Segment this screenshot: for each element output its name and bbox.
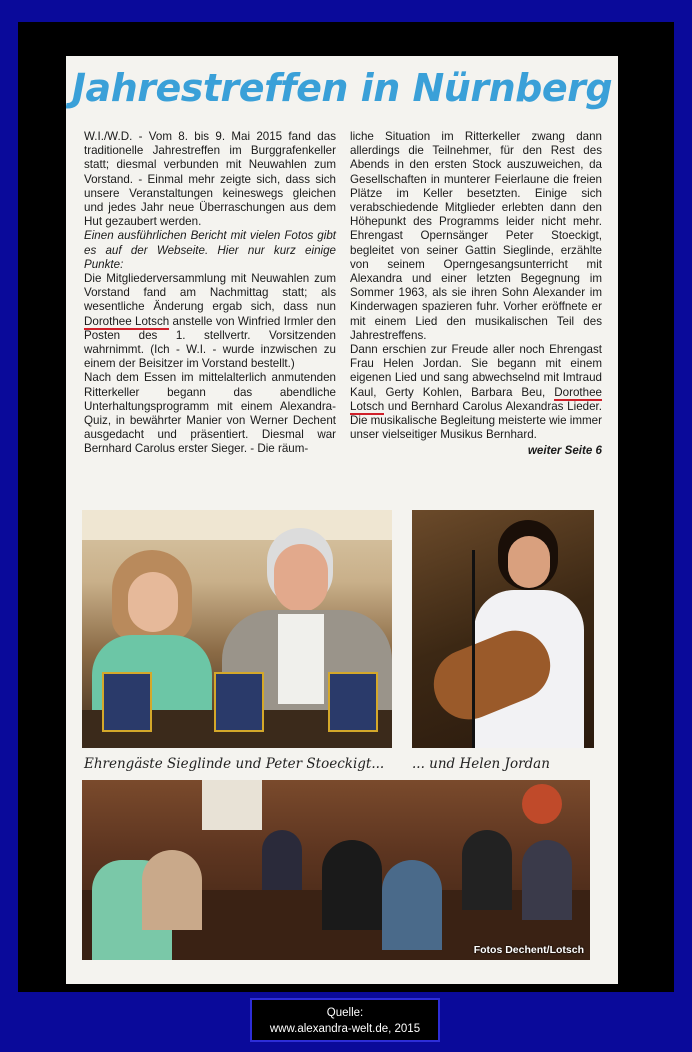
paragraph-italic: Einen ausführlichen Bericht mit vielen Fotos gibt es auf der Webseite. Hier nur kurz einige Punkte: xyxy=(84,229,336,271)
photo-singer xyxy=(412,510,594,748)
guest xyxy=(462,830,512,910)
guest xyxy=(322,840,382,930)
gift-box xyxy=(328,672,378,732)
text: Die Mitgliederversammlung mit Neuwahlen zum Vorstand fand am Nachmittag statt; als wesentliche Änderung ergab sich, dass nun xyxy=(84,272,336,314)
guest xyxy=(262,830,302,890)
paragraph xyxy=(84,272,336,371)
paragraph xyxy=(350,343,602,442)
headline: Jahrestreffen in Nürnberg xyxy=(71,66,613,110)
guest xyxy=(142,850,202,930)
singer-face xyxy=(508,536,550,588)
guest xyxy=(382,860,442,950)
text: anstelle von Winfried Irmler den Posten des 1. stellvertr. Vorsitzenden wahrnimmt. (Ich - W.I. - wurde inzwischen zu einem der Beisitzer im Vorstand bestellt.) xyxy=(84,314,336,371)
paragraph: liche Situation im Ritterkeller zwang dann allerdings die Teilnehmer, für den Rest des Abends in den ersten Stock auszuweichen, da Gesellschaften in munterer Feierlaune die freien Plätze im Keller besetzten. Einige sich verabschiedende Mitglieder erlebten dann den Höhepunkt des Programms leider nicht mehr. Ehrengast Opernsänger Peter Stoeckigt, begleitet von seiner Gattin Sieglinde, erzählte von seinem Operngesangsunterricht mit Alexandra und einer letzten Begegnung im Sommer 1963, als sie ihren Sohn Alexander im Kinderwagen spazieren fuhr. Vorher eröffnete er mit einem Lied den musikalischen Teil des Jahrestreffens. xyxy=(350,130,602,342)
photo-guests-couple xyxy=(82,510,392,748)
newspaper-clipping xyxy=(66,56,618,984)
photo-group-dinner xyxy=(82,780,590,960)
highlighted-name: Dorothee Lotsch xyxy=(84,314,170,328)
photo-credit: Fotos Dechent/Lotsch xyxy=(473,944,584,956)
right-column xyxy=(350,130,602,459)
mic-stand xyxy=(472,550,475,748)
caption-photo-2: ... und Helen Jordan xyxy=(412,756,550,772)
paragraph: W.I./W.D. - Vom 8. bis 9. Mai 2015 fand das traditionelle Jahrestreffen im Burggrafenkeller statt; diesmal verbunden mit Neuwahlen zum Vorstand. - Einmal mehr zeigte sich, dass sich unsere Veranstaltungen keineswegs gleichen und jedes Jahr neue Überraschungen aus dem Hut gezaubert werden. xyxy=(84,130,336,229)
continued-note: weiter Seite 6 xyxy=(527,444,602,458)
source-url: www.alexandra-welt.de, 2015 xyxy=(269,1023,421,1035)
woman-face xyxy=(128,572,178,632)
article-body xyxy=(84,130,608,500)
caption-photo-1: Ehrengäste Sieglinde und Peter Stoeckigt... xyxy=(84,756,385,772)
man-shirt xyxy=(278,614,324,704)
source-label: Quelle: xyxy=(326,1007,364,1019)
gift-box xyxy=(214,672,264,732)
poster xyxy=(202,780,262,830)
wall xyxy=(82,510,392,540)
highlighted-name: Dorothee Lotsch xyxy=(350,385,602,413)
paragraph: Nach dem Essen im mittelalterlich anmutenden Ritterkeller begann das abendliche Unterhaltungsprogramm mit einem Alexandra-Quiz, in bewährter Manier von Werner Dechent ausgedacht und präsentiert. Diesmal war Bernhard Carolus erster Sieger. - Die räum- xyxy=(84,371,336,456)
man-face xyxy=(274,544,328,612)
wall-decoration xyxy=(522,784,562,824)
left-column xyxy=(84,130,336,457)
text: Dann erschien zur Freude aller noch Ehrengast Frau Helen Jordan. Sie begann mit einem eigenen Lied und sang abwechselnd mit Imtraud Kaul, Gerty Kohlen, Barbara Beu, xyxy=(350,343,602,399)
source-box xyxy=(250,998,440,1042)
gift-box xyxy=(102,672,152,732)
guest xyxy=(522,840,572,920)
text: und Bernhard Carolus Alexandras Lieder. Die musikalische Begleitung meisterte wie immer unser vielseitiger Musikus Bernhard. xyxy=(350,399,602,442)
